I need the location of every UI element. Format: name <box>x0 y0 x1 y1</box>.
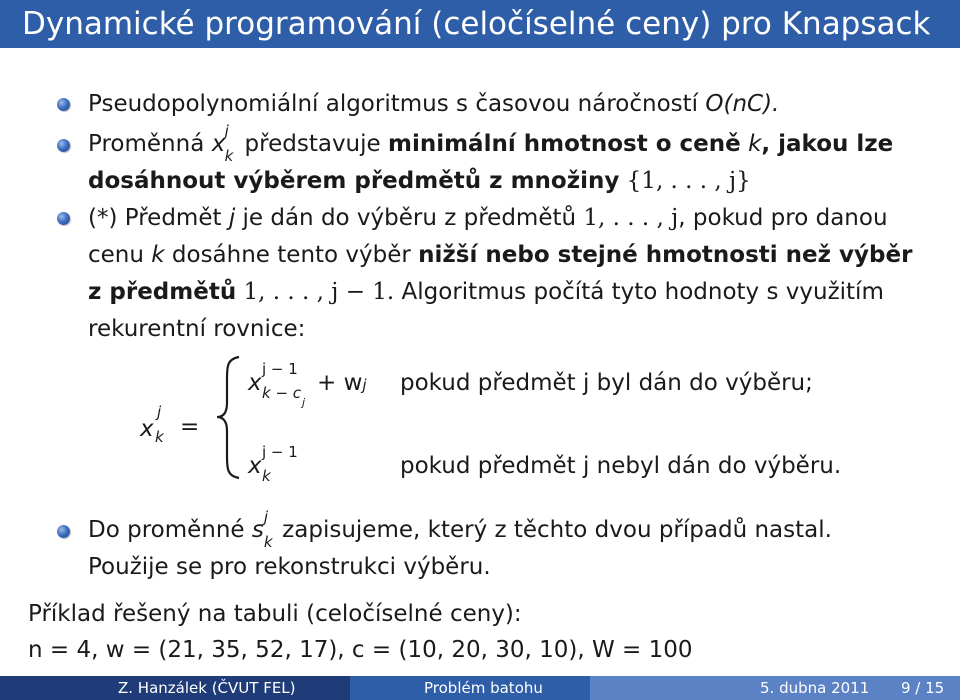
var-s: s <box>251 517 264 543</box>
bullet-4-line2: Použije se pro rekonstrukci výběru. <box>88 554 491 580</box>
bullet-3-line1-text: (*) Předmět <box>88 205 229 231</box>
footer-topic: Problém batohu <box>424 679 543 697</box>
footer <box>0 676 960 700</box>
complexity: O(nC). <box>705 91 780 117</box>
bullet-3-line1-mid: je dán do výběru z předmětů <box>235 205 584 231</box>
bullet-3-line4: rekurentní rovnice: <box>88 316 306 342</box>
var-s-sub: k <box>263 533 273 551</box>
formula-lhs-sup: j <box>157 403 162 421</box>
bullet-3-line2-bold: nižší nebo stejné hmotnosti než výběr <box>418 242 913 268</box>
case1-subsub: j <box>302 396 306 409</box>
formula-lhs-var: x <box>140 416 154 442</box>
left-brace-icon <box>215 355 243 480</box>
var-x: x <box>211 131 226 157</box>
seq-1-j-minus-1: 1, . . . , j − 1. <box>243 279 395 305</box>
bullet-3-line2-mid: dosáhne tento výběr <box>164 242 419 268</box>
bullet-4-prefix: Do proměnné <box>88 517 252 543</box>
var-k: k <box>748 131 762 157</box>
case1-var: x <box>248 370 262 396</box>
bullet-3-line3-bold: z předmětů <box>88 279 237 305</box>
var-x-sup: j <box>224 122 229 140</box>
example-params: n = 4, w = (21, 35, 52, 17), c = (10, 20, 30, 10), W = 100 <box>28 637 693 663</box>
var-j: j <box>228 205 236 231</box>
case2-var: x <box>248 453 262 479</box>
bullet-3-line1-end: , pokud pro danou <box>678 205 888 231</box>
bullet-icon <box>57 525 70 538</box>
var-s-sup: j <box>263 508 269 526</box>
case1-sub: k − c <box>262 384 302 402</box>
bullet-2-line2-bold: dosáhnout výběrem předmětů z množiny <box>88 168 620 194</box>
footer-page: 9 / 15 <box>901 679 945 697</box>
footer-author: Z. Hanzálek (ČVUT FEL) <box>118 679 296 697</box>
case1-condition: pokud předmět j byl dán do výběru; <box>400 370 813 396</box>
seq-1-j: 1, . . . , j <box>583 205 679 231</box>
bullet-1-text: Pseudopolynomiální algoritmus s časovou náročností <box>88 91 706 117</box>
bullet-3-line2-text: cenu <box>88 242 152 268</box>
bullet-3-line3-end: Algoritmus počítá tyto hodnoty s využitím <box>394 279 884 305</box>
formula-lhs-sub: k <box>155 428 164 446</box>
case2-condition: pokud předmět j nebyl dán do výběru. <box>400 453 842 479</box>
formula-equals: = <box>180 414 200 440</box>
var-x-sub: k <box>224 147 234 165</box>
footer-topic-box <box>350 676 590 700</box>
footer-date: 5. dubna 2011 <box>760 679 870 697</box>
slide-title: Dynamické programování (celočíselné ceny) pro Knapsack <box>22 6 931 42</box>
set-notation: {1, . . . , j} <box>626 168 751 194</box>
bullet-4 <box>88 508 938 586</box>
example-heading: Příklad řešený na tabuli (celočíselné ceny): <box>28 601 522 627</box>
case2-sup: j − 1 <box>262 443 298 461</box>
case2-sub: k <box>262 467 271 485</box>
case1-sup: j − 1 <box>262 360 298 378</box>
footer-author-box <box>0 676 350 700</box>
footer-date-box <box>590 676 960 700</box>
case1-plus-w <box>317 370 367 396</box>
bullet-2-bold2: , jakou lze <box>761 131 894 157</box>
bullet-2-middle: představuje <box>237 131 388 157</box>
case1-plus: + w <box>317 370 363 396</box>
var-k: k <box>151 242 165 268</box>
var-s-kj <box>251 508 275 551</box>
bullet-2-prefix: Proměnná <box>88 131 212 157</box>
case1-plus-sub: j <box>362 376 367 394</box>
bullet-2-bold1: minimální hmotnost o ceně <box>387 131 741 157</box>
bullet-4-suffix: zapisujeme, který z těchto dvou případů nastal. <box>274 517 832 543</box>
